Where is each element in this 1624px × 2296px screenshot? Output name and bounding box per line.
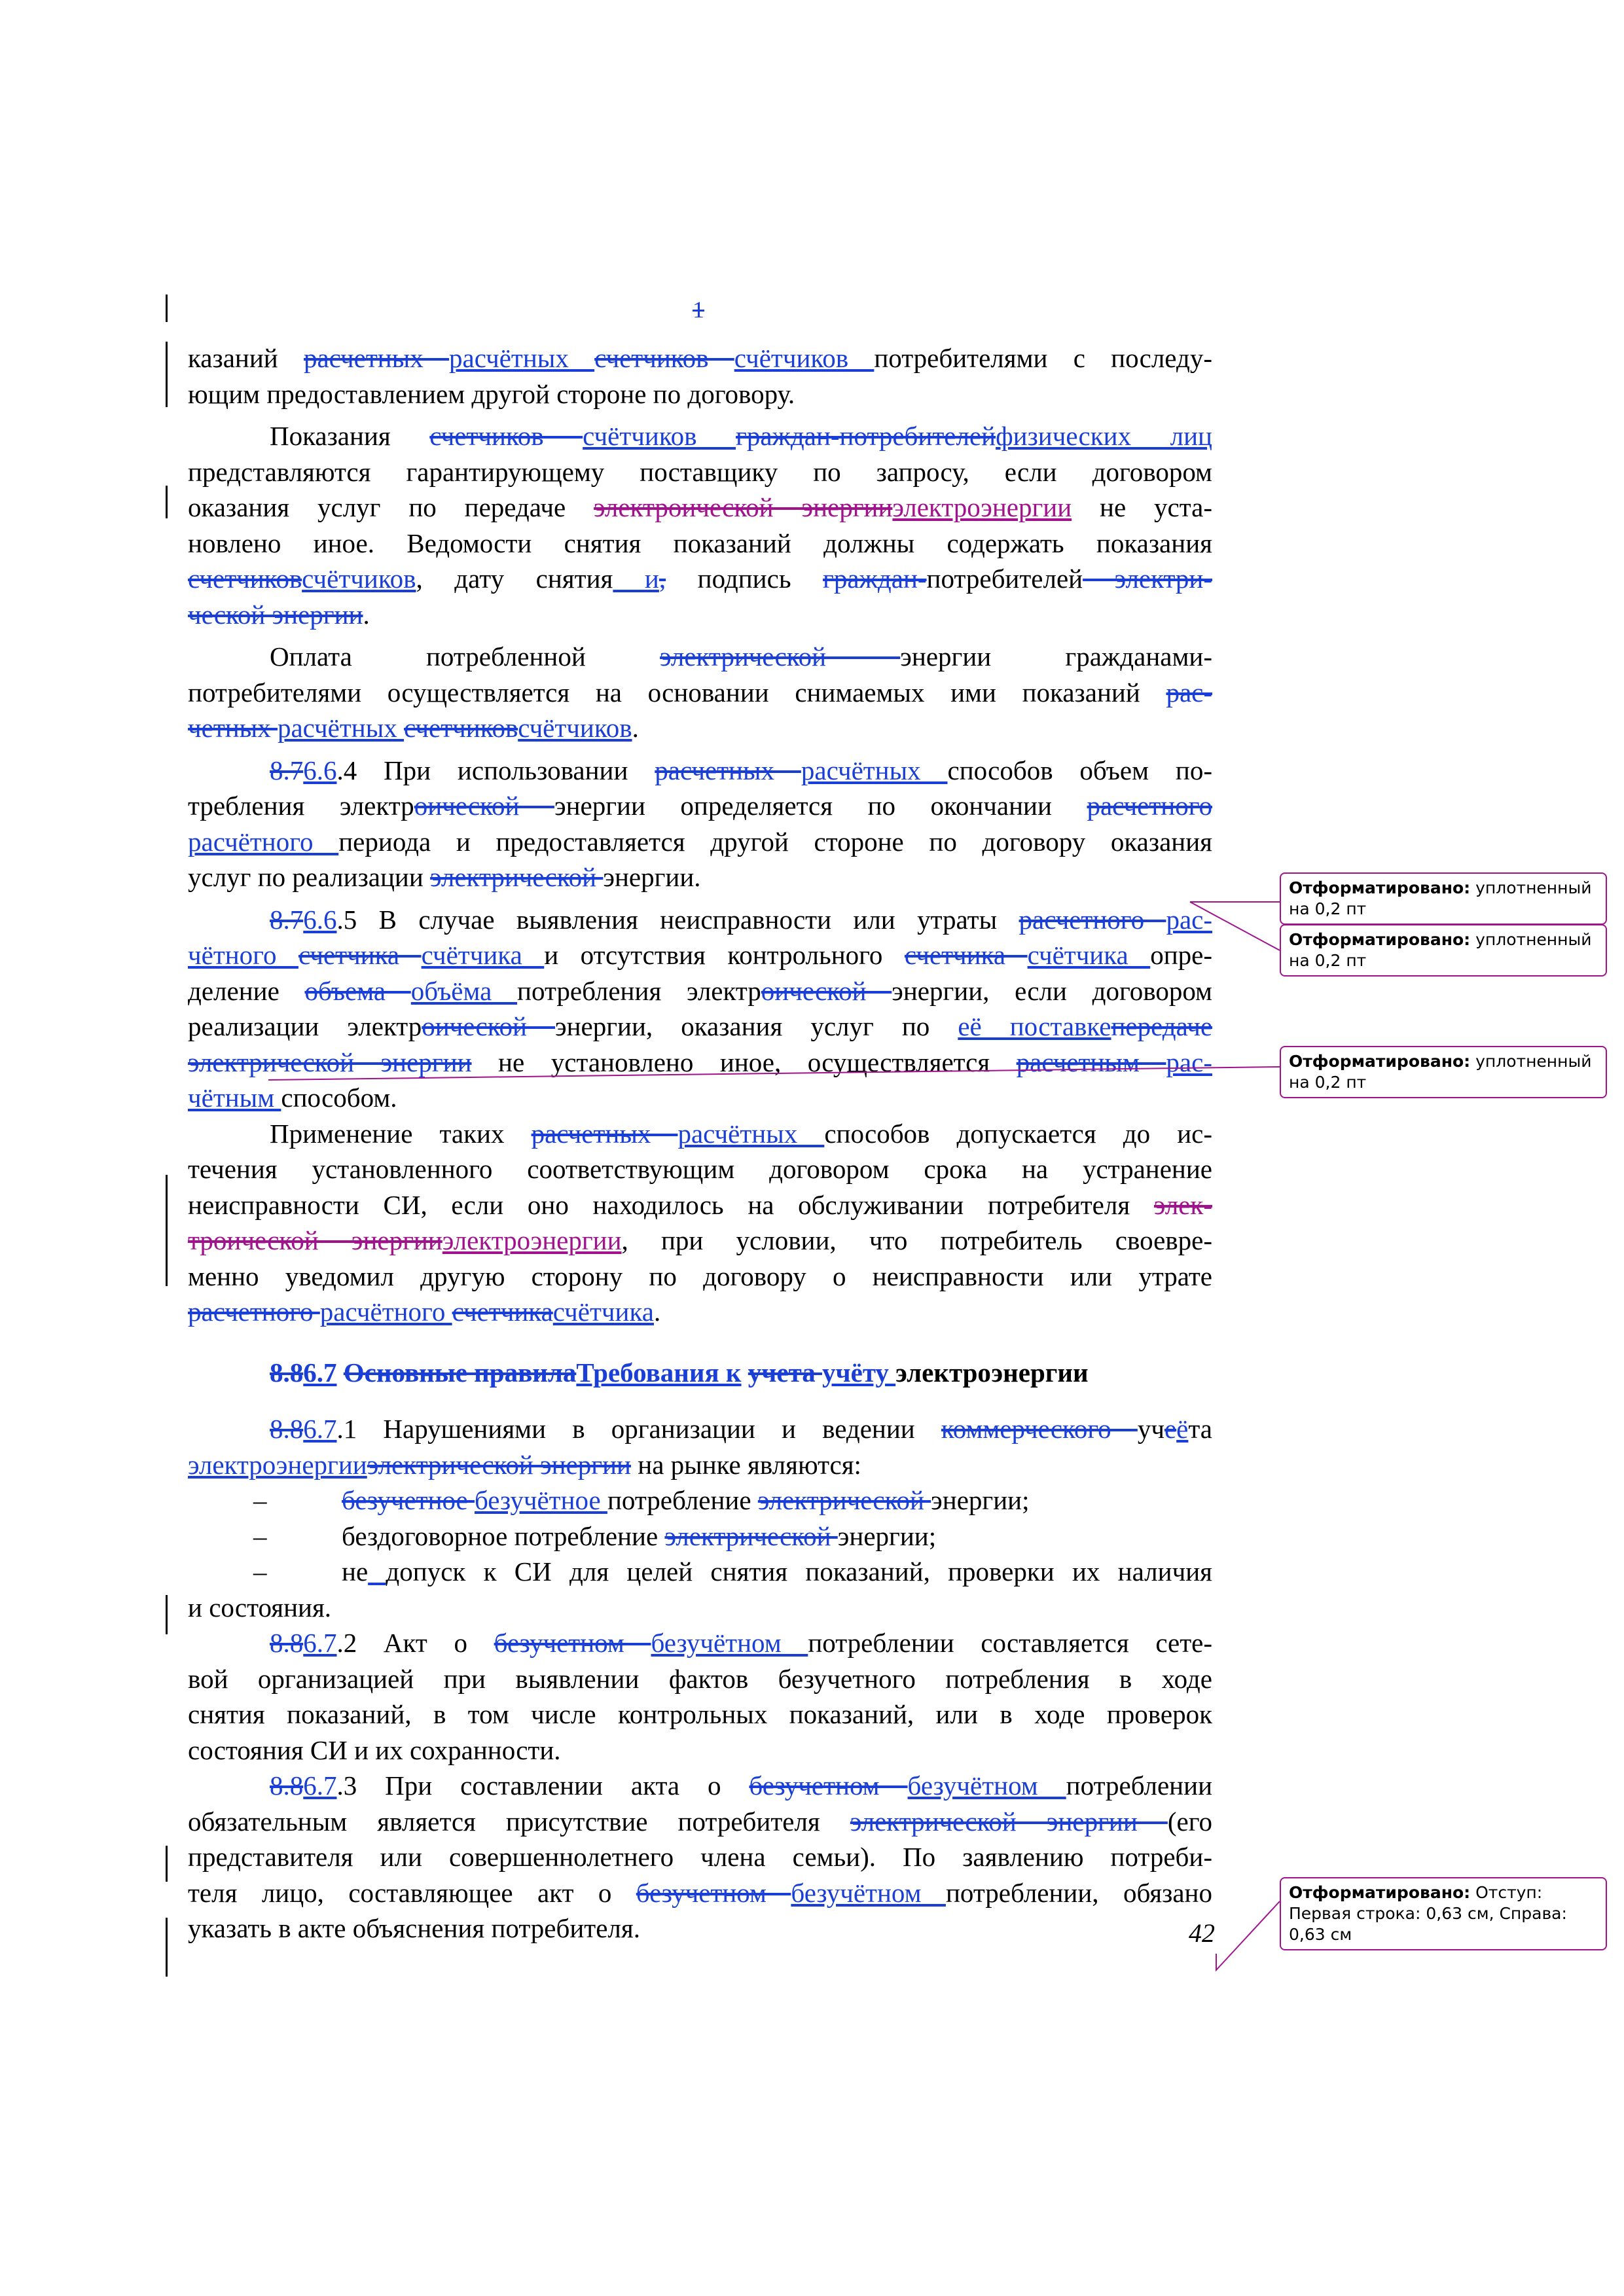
page-number: 42 — [1189, 1918, 1215, 1948]
text-line: 8.86.7.2 Акт о безучетном безучётном потреблении составляется сете- — [270, 1628, 1212, 1658]
text-line: 8.86.7.3 При составлении акта о безучетном безучётном потреблении — [270, 1770, 1213, 1801]
text-line: казаний расчетных расчётных счетчиков счётчиков потребителями с последу- — [188, 343, 1212, 373]
leader-line — [1190, 902, 1280, 950]
text-line: 8.76.6.4 При использовании расчетных расчётных способов объем по- — [270, 755, 1212, 785]
text-line: течения установленного соответствующим договором срока на устранение — [188, 1154, 1212, 1184]
text-line: электрической энергии не установлено иное, осуществляется расчетным рас- — [188, 1047, 1212, 1077]
format-comment[interactable]: Отформатировано: Отступ: Первая строка: 0,63 см, Справа: 0,63 см — [1280, 1877, 1607, 1950]
text-line: оказания услуг по передаче электроической энергииэлектроэнергии не уста- — [188, 492, 1213, 522]
text-line: расчетного расчётного счетчикасчётчика. — [188, 1297, 661, 1327]
text-line: реализации электроической энергии, оказания услуг по её поставкепередаче — [188, 1011, 1213, 1041]
text-line: ющим предоставлением другой стороне по договору. — [188, 378, 795, 409]
section-heading: 8.86.7 Основные правилаТребования к учета учёту электроэнергии — [270, 1357, 1089, 1388]
text-line: деление объема объёма потребления электроической энергии, если договором — [188, 975, 1212, 1006]
header-page-number: 1 — [693, 296, 704, 323]
text-line: чётным способом. — [188, 1083, 397, 1113]
text-line: Показания счетчиков счётчиков граждан-потребителейфизических лиц — [270, 421, 1212, 451]
text-line: новлено иное. Ведомости снятия показаний должны содержать показания — [188, 528, 1212, 558]
text-line: требления электроической энергии определяется по окончании расчетного — [188, 791, 1213, 821]
text-line: счетчиковсчётчиков, дату снятия и, подпись граждан-потребителей электри- — [188, 564, 1213, 594]
text-line: и состояния. — [188, 1592, 332, 1623]
leader-line — [268, 1067, 1280, 1080]
text-line: представляются гарантирующему поставщику по запросу, если договором — [188, 456, 1212, 487]
text-line: расчётного периода и предоставляется другой стороне по договору оказания — [188, 826, 1213, 857]
text-line: указать в акте объяснения потребителя. — [188, 1913, 640, 1943]
text-line: электроэнергииэлектрической энергии на рынке являются: — [188, 1449, 861, 1480]
text-line: Оплата потребленной электрической энергии гражданами- — [270, 641, 1213, 672]
text-line: обязательным является присутствие потребителя электрической энергии (его — [188, 1806, 1212, 1837]
format-comment[interactable]: Отформатировано: уплотненный на 0,2 пт — [1280, 924, 1607, 977]
text-line: услуг по реализации электрической энергии. — [188, 862, 701, 892]
text-line: представителя или совершеннолетнего члена семьи). По заявлению потреби- — [188, 1842, 1212, 1872]
text-line: 8.76.6.5 В случае выявления неисправности или утраты расчетного рас- — [270, 904, 1212, 935]
text-line: снятия показаний, в том числе контрольных показаний, или в ходе проверок — [188, 1699, 1212, 1729]
list-item: – не допуск к СИ для целей снятия показаний, проверки их наличия — [253, 1556, 1212, 1587]
text-line: потребителями осуществляется на основании снимаемых ими показаний рас- — [188, 677, 1212, 708]
format-comment[interactable]: Отформатировано: уплотненный на 0,2 пт — [1280, 1046, 1607, 1098]
list-item: – безучетное безучётное потребление электрической энергии; — [253, 1485, 1030, 1515]
text-line: Применение таких расчетных расчётных способов допускается до ис- — [270, 1118, 1212, 1149]
text-line: менно уведомил другую сторону по договору о неисправности или утрате — [188, 1261, 1212, 1291]
text-line: неисправности СИ, если оно находилось на обслуживании потребителя элек- — [188, 1189, 1212, 1220]
text-line: ческой энергии. — [188, 599, 370, 630]
text-line: чётного счетчика счётчика и отсутствия контрольного счетчика счётчика опре- — [188, 940, 1213, 970]
text-line: троической энергииэлектроэнергии, при условии, что потребитель своевре- — [188, 1225, 1212, 1255]
text-line: вой организацией при выявлении фактов безучетного потребления в ходе — [188, 1663, 1212, 1694]
list-item: – бездоговорное потребление электрической энергии; — [253, 1520, 937, 1551]
text-line: состояния СИ и их сохранности. — [188, 1734, 561, 1765]
text-line: 8.86.7.1 Нарушениями в организации и ведении коммерческого учеёта — [270, 1414, 1212, 1444]
format-comment[interactable]: Отформатировано: уплотненный на 0,2 пт — [1280, 872, 1607, 925]
text-line: теля лицо, составляющее акт о безучетном безучётном потреблении, обязано — [188, 1877, 1212, 1908]
leader-line — [1216, 1901, 1280, 1970]
text-line: четных расчётных счетчиковсчётчиков. — [188, 713, 639, 743]
